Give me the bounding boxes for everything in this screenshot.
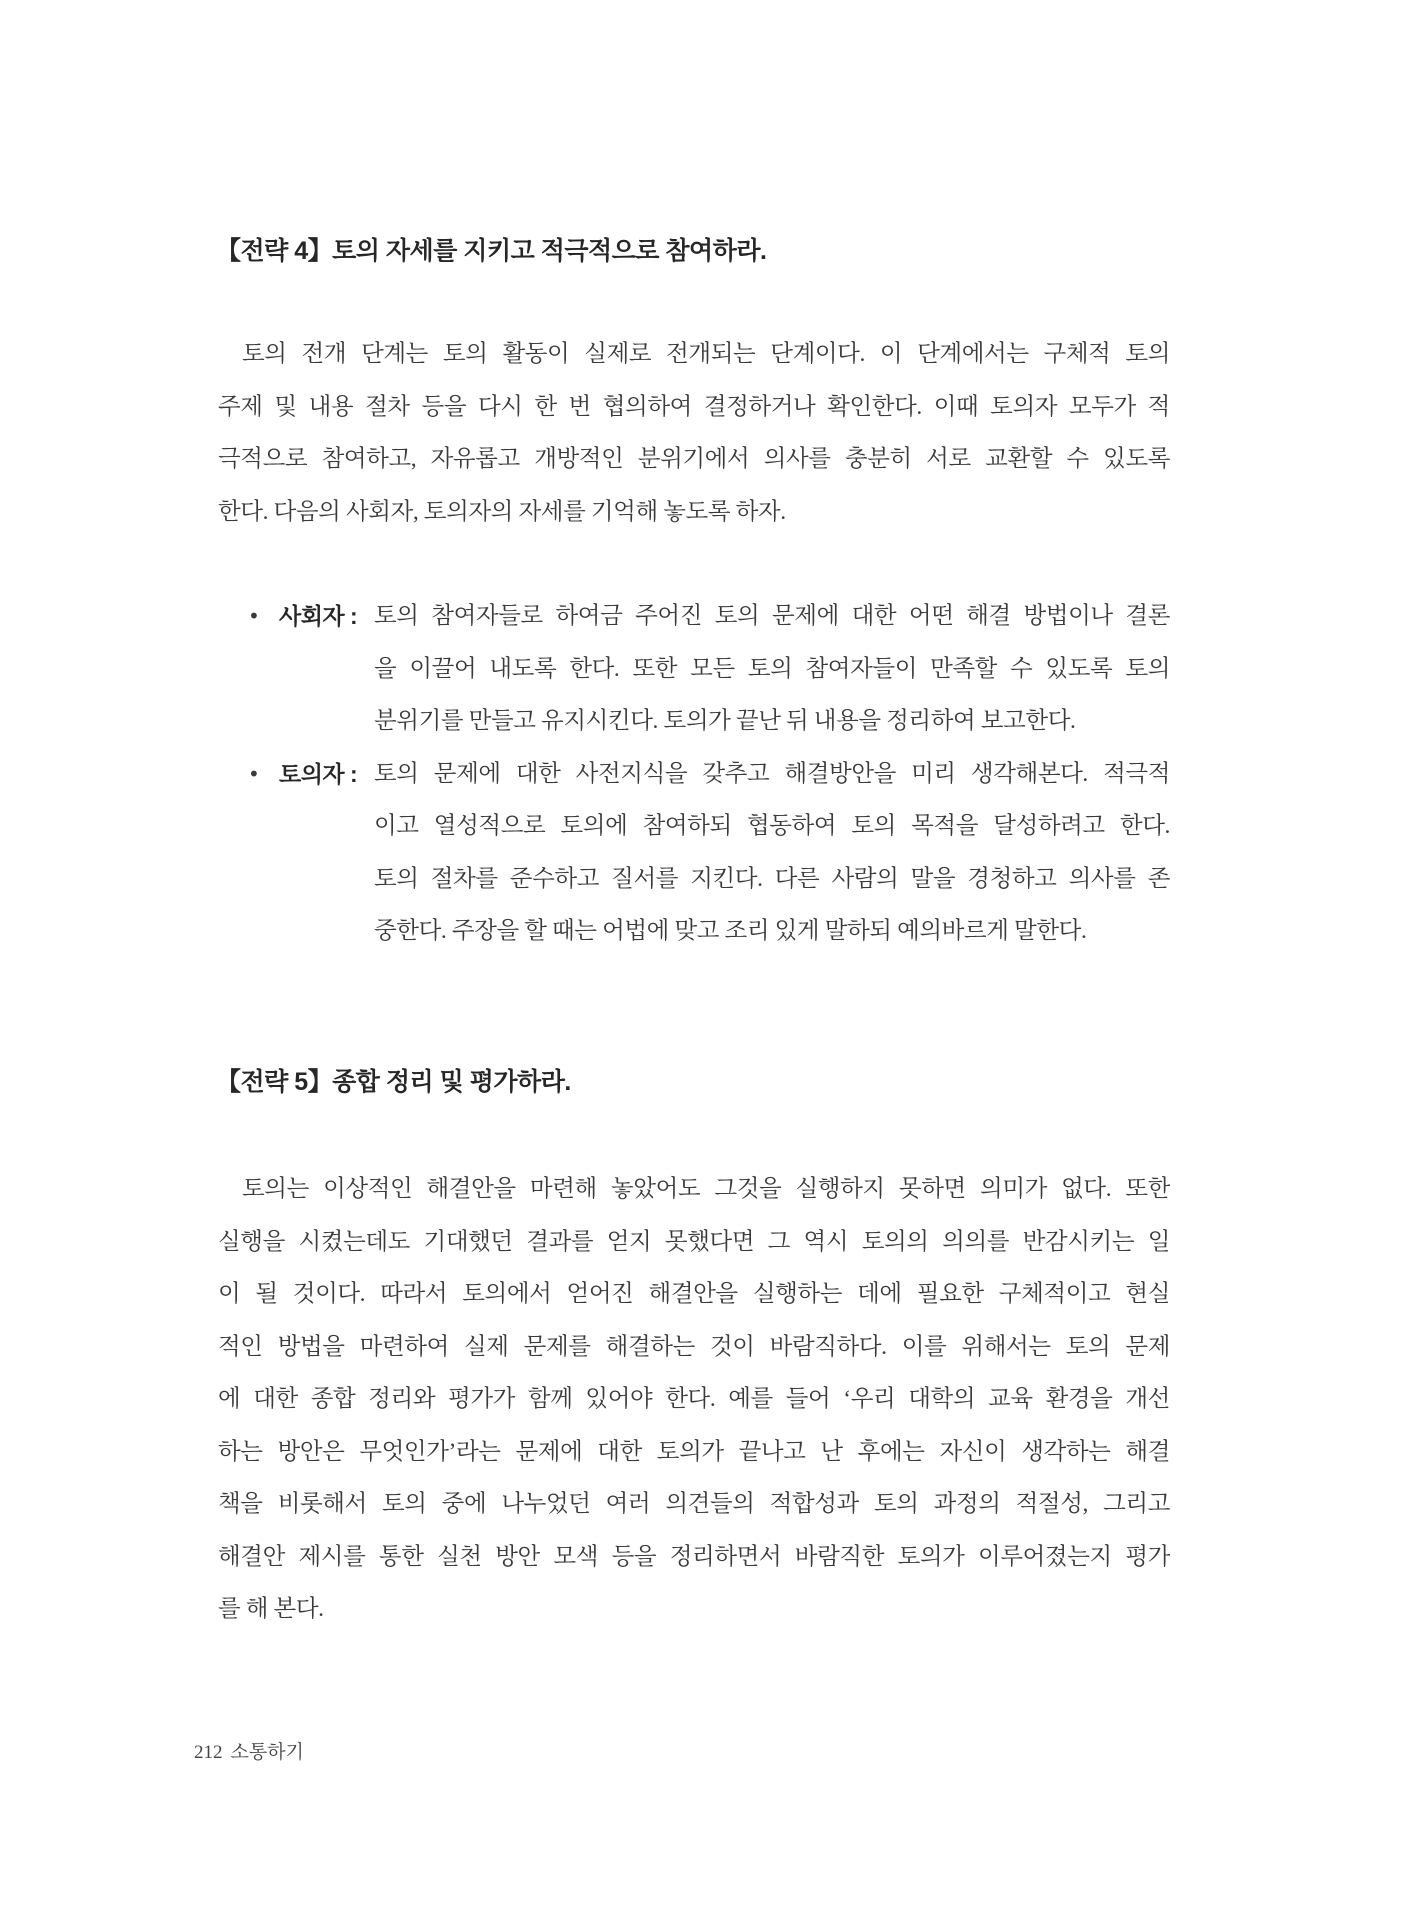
role-line: 분위기를 만들고 유지시킨다. 토의가 끝난 뒤 내용을 정리하여 보고한다.: [374, 708, 1076, 734]
paragraph-line: 이 될 것이다. 따라서 토의에서 얻어진 해결안을 실행하는 데에 필요한 구체적이고 현실: [218, 1281, 1170, 1307]
role-description: [374, 748, 1170, 958]
strategy-4-paragraph: [218, 328, 1170, 538]
paragraph-line: 해결안 제시를 통한 실천 방안 모색 등을 정리하면서 바람직한 토의가 이루어졌는지 평가: [218, 1543, 1170, 1570]
page-footer: [194, 1738, 304, 1768]
bullet-icon: •: [248, 761, 260, 786]
strategy-5-heading: 【전략 5】종합 정리 및 평가하라.: [216, 1068, 571, 1096]
page-number: 212: [194, 1742, 223, 1763]
strategy-5-paragraph: [218, 1163, 1170, 1636]
paragraph-line: 토의 전개 단계는 토의 활동이 실제로 전개되는 단계이다. 이 단계에서는 구체적 토의: [242, 341, 1170, 367]
paragraph-line: 주제 및 내용 절차 등을 다시 한 번 협의하여 결정하거나 확인한다. 이때 토의자 모두가 적: [218, 393, 1170, 420]
role-description: [374, 590, 1170, 748]
role-line: 토의 참여자들로 하여금 주어진 토의 문제에 대한 어떤 해결 방법이나 결론: [374, 603, 1170, 629]
paragraph-line: 한다. 다음의 사회자, 토의자의 자세를 기억해 놓도록 하자.: [218, 498, 786, 525]
role-line: 중한다. 주장을 할 때는 어법에 맞고 조리 있게 말하되 예의바르게 말한다.: [374, 918, 1087, 944]
paragraph-line: 에 대한 종합 정리와 평가가 함께 있어야 한다. 예를 들어 ‘우리 대학의 교육 환경을 개선: [218, 1386, 1170, 1412]
role-line: 토의 문제에 대한 사전지식을 갖추고 해결방안을 미리 생각해본다. 적극적: [374, 760, 1170, 787]
role-line: 을 이끌어 내도록 한다. 또한 모든 토의 참여자들이 만족할 수 있도록 토의: [374, 655, 1170, 682]
paragraph-line: 극적으로 참여하고, 자유롭고 개방적인 분위기에서 의사를 충분히 서로 교환할 수 있도록: [218, 446, 1170, 472]
paragraph-line: 를 해 본다.: [218, 1596, 324, 1622]
role-item-participant: [218, 748, 1170, 958]
paragraph-line: 실행을 시켰는데도 기대했던 결과를 얻지 못했다면 그 역시 토의의 의의를 반감시키는 일: [218, 1228, 1170, 1255]
paragraph-line: 책을 비롯해서 토의 중에 나누었던 여러 의견들의 적합성과 토의 과정의 적절성, 그리고: [218, 1491, 1170, 1517]
strategy-4-heading: 【전략 4】토의 자세를 지키고 적극적으로 참여하라.: [216, 237, 767, 265]
role-line: 토의 절차를 준수하고 질서를 지킨다. 다른 사람의 말을 경청하고 의사를 존: [374, 865, 1170, 892]
role-list: [218, 590, 1170, 958]
paragraph-line: 적인 방법을 마련하여 실제 문제를 해결하는 것이 바람직하다. 이를 위해서는 토의 문제: [218, 1333, 1170, 1360]
role-label: 토의자 :: [279, 760, 358, 787]
role-item-moderator: [218, 590, 1170, 748]
paragraph-line: 토의는 이상적인 해결안을 마련해 놓았어도 그것을 실행하지 못하면 의미가 없다. 또한: [242, 1176, 1170, 1202]
role-label: 사회자 :: [279, 603, 358, 629]
bullet-icon: •: [248, 604, 260, 628]
role-line: 이고 열성적으로 토의에 참여하되 협동하여 토의 목적을 달성하려고 한다.: [374, 813, 1170, 839]
running-title: 소통하기: [230, 1742, 304, 1763]
paragraph-line: 하는 방안은 무엇인가’라는 문제에 대한 토의가 끝나고 난 후에는 자신이 생각하는 해결: [218, 1438, 1170, 1465]
